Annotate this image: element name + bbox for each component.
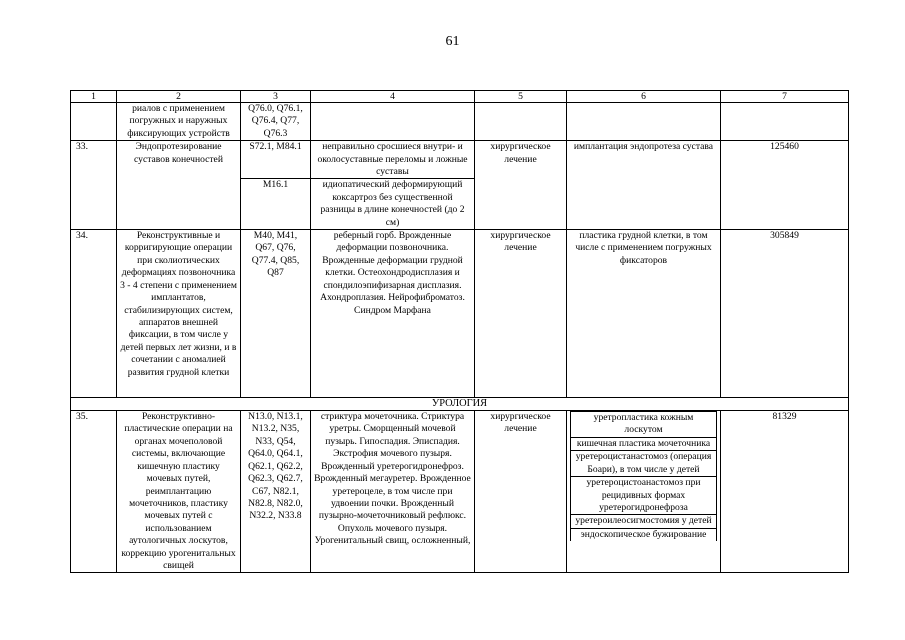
row-33-cost: 125460: [721, 141, 849, 230]
row-34-method: пластика грудной клетки, в том числе с применением погружных фиксаторов: [567, 230, 721, 398]
header-col-1: 1: [71, 91, 117, 103]
row-34-codes: M40, M41, Q67, Q76, Q77.4, Q85, Q87: [241, 230, 311, 398]
table-row-33a: [71, 141, 849, 179]
table-row-35: [71, 411, 849, 573]
row-33-method: имплантация эндопротеза сустава: [567, 141, 721, 230]
row-34-name: Реконструктивные и корригирующие операции при сколиотических деформациях позвоночника 3 - 4 степени с применением имплантатов, стабилизирующих систем, аппаратов внешней фиксации, в том числе у детей первых лет жизни, и в сочетании с аномалией развития грудной клетки: [117, 230, 241, 398]
row-33-codes-1: S72.1, M84.1: [241, 141, 311, 179]
row-33-model-1: неправильно сросшиеся внутри- и околосуставные переломы и ложные суставы: [311, 141, 475, 179]
row-33-name: Эндопротезирование суставов конечностей: [117, 141, 241, 230]
row-33-number: 33.: [71, 141, 117, 230]
row-33-treatment: хирургическое лечение: [475, 141, 567, 230]
row-35-cost: 81329: [721, 411, 849, 573]
row-34-treatment: хирургическое лечение: [475, 230, 567, 398]
header-col-3: 3: [241, 91, 311, 103]
row-35-method: уретероцистанастомоз (операция Боари), в том числе у детей: [571, 451, 717, 477]
continuation-name: риалов с применением погружных и наружных фиксирующих устройств: [117, 103, 241, 141]
row-35-method: кишечная пластика мочеточника: [571, 437, 717, 450]
row-35-method: эндоскопическое бужирование: [571, 528, 717, 541]
section-row: [71, 398, 849, 411]
row-35-method: уретропластика кожным лоскутом: [571, 412, 717, 438]
row-35-method-list: [570, 411, 717, 541]
row-33-codes-2: M16.1: [241, 179, 311, 230]
header-col-7: 7: [721, 91, 849, 103]
row-34-cost: 305849: [721, 230, 849, 398]
header-col-5: 5: [475, 91, 567, 103]
table-row-continuation: [71, 103, 849, 141]
header-col-2: 2: [117, 91, 241, 103]
table-row-34: [71, 230, 849, 398]
row-35-treatment: хирургическое лечение: [475, 411, 567, 573]
header-row: [71, 91, 849, 103]
continuation-codes: Q76.0, Q76.1, Q76.4, Q77, Q76.3: [241, 103, 311, 141]
row-33-model-2: идиопатический деформирующий коксартроз без существенной разницы в длине конечностей (до 2 см): [311, 179, 475, 230]
row-35-model: стриктура мочеточника. Стриктура уретры. Сморщенный мочевой пузырь. Гипоспадия. Эписпадия. Экстрофия мочевого пузыря. Врожденный уретерогидронефроз. Врожденный мегауретер. Врожденное уретероцеле, в том числе при удвоении почки. Врожденный пузырно-мочеточниковый рефлюкс. Опухоль мочевого пузыря. Урогенитальный свищ, осложненный,: [311, 411, 475, 573]
row-34-model: реберный горб. Врожденные деформации позвоночника. Врожденные деформации грудной клетки. Остеохондродисплазия и спондилоэпифизарная дисплазия. Ахондроплазия. Нейрофиброматоз. Синдром Марфана: [311, 230, 475, 398]
row-35-methods: [567, 411, 721, 573]
page-number: 61: [445, 34, 460, 49]
row-35-codes: N13.0, N13.1, N13.2, N35, N33, Q54, Q64.0, Q64.1, Q62.1, Q62.2, Q62.3, Q62.7, C67, N82.1, N82.8, N82.0, N32.2, N33.8: [241, 411, 311, 573]
row-34-number: 34.: [71, 230, 117, 398]
section-title: УРОЛОГИЯ: [71, 398, 849, 411]
header-col-4: 4: [311, 91, 475, 103]
row-35-number: 35.: [71, 411, 117, 573]
row-35-method: уретероилеосигмостомия у детей: [571, 515, 717, 528]
row-35-name: Реконструктивно-пластические операции на органах мочеполовой системы, включающие кишечную пластику мочевых путей, реимплантацию мочеточников, пластику мочевых путей с использованием аутологичных лоскутов, коррекцию урогенитальных свищей: [117, 411, 241, 573]
row-35-method: уретероцистоанастомоз при рецидивных формах уретерогидронефроза: [571, 477, 717, 515]
medical-care-table: [70, 90, 849, 573]
header-col-6: 6: [567, 91, 721, 103]
